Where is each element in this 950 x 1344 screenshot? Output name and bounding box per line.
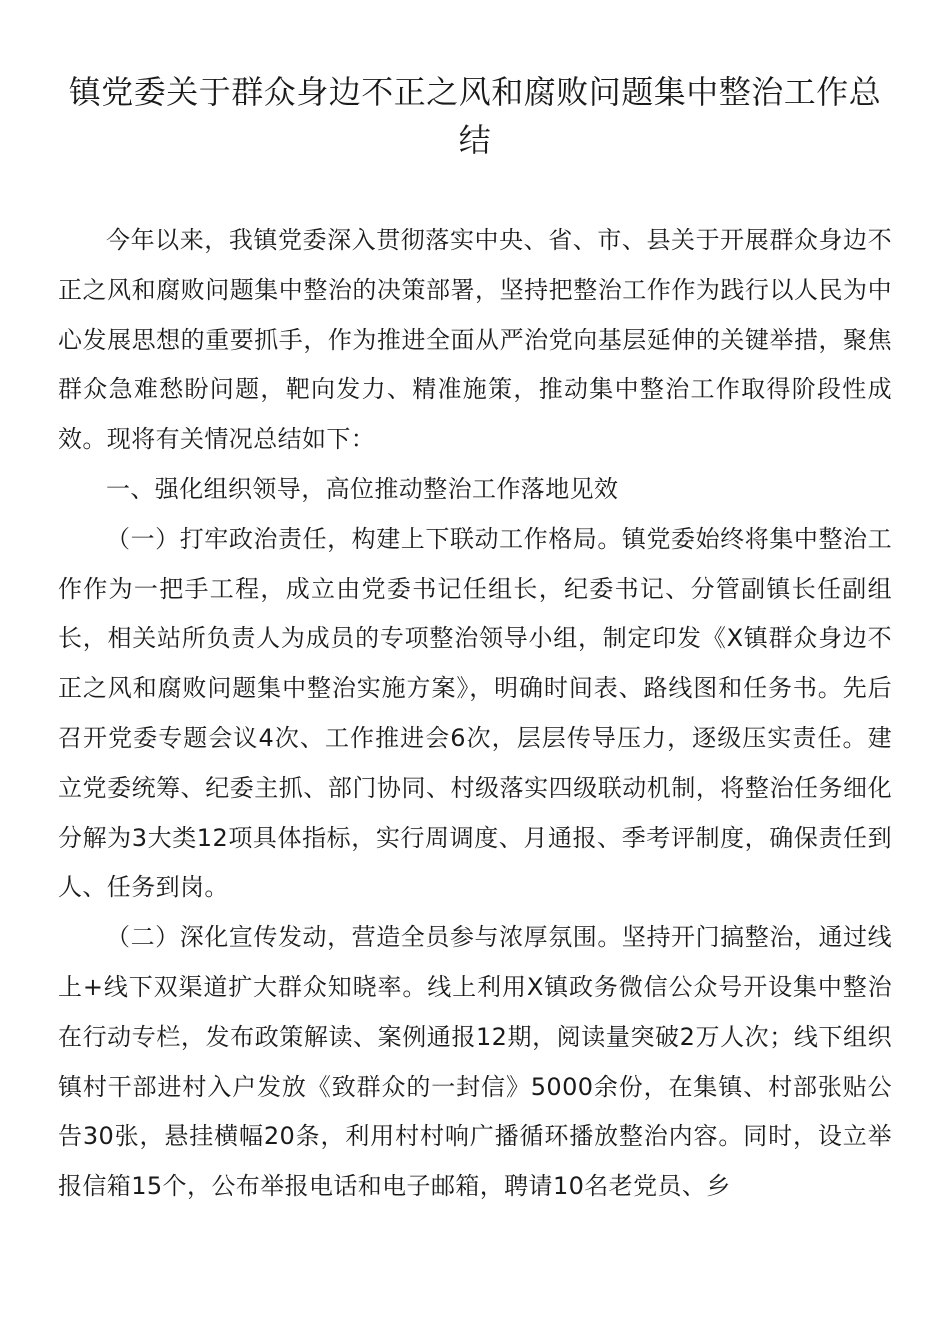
document-title: 镇党委关于群众身边不正之风和腐败问题集中整治工作总结 bbox=[68, 73, 882, 159]
document-body bbox=[58, 216, 892, 1212]
intro-paragraph: 今年以来，我镇党委深入贯彻落实中央、省、市、县关于开展群众身边不正之风和腐败问题集中整治的决策部署，坚持把整治工作作为践行以人民为中心发展思想的重要抓手，作为推进全面从严治党向基层延伸的关键举措，聚焦群众急难愁盼问题，靶向发力、精准施策，推动集中整治工作取得阶段性成效。现将有关情况总结如下： bbox=[58, 226, 892, 454]
section-heading-1: 一、强化组织领导，高位推动整治工作落地见效 bbox=[106, 474, 619, 503]
subsection-paragraph-2: （二）深化宣传发动，营造全员参与浓厚氛围。坚持开门搞整治，通过线上+线下双渠道扩大群众知晓率。线上利用X镇政务微信公众号开设集中整治在行动专栏，发布政策解读、案例通报12期，阅读量突破2万人次；线下组织镇村干部进村入户发放《致群众的一封信》5000余份，在集镇、村部张贴公告30张，悬挂横幅20条，利用村村响广播循环播放整治内容。同时，设立举报信箱15个，公布举报电话和电子邮箱，聘请10名老党员、乡 bbox=[58, 923, 892, 1201]
subsection-paragraph-1: （一）打牢政治责任，构建上下联动工作格局。镇党委始终将集中整治工作作为一把手工程，成立由党委书记任组长，纪委书记、分管副镇长任副组长，相关站所负责人为成员的专项整治领导小组，制定印发《X镇群众身边不正之风和腐败问题集中整治实施方案》，明确时间表、路线图和任务书。先后召开党委专题会议4次、工作推进会6次，层层传导压力，逐级压实责任。建立党委统筹、纪委主抓、部门协同、村级落实四级联动机制，将整治任务细化分解为3大类12项具体指标，实行周调度、月通报、季考评制度，确保责任到人、任务到岗。 bbox=[58, 524, 892, 902]
